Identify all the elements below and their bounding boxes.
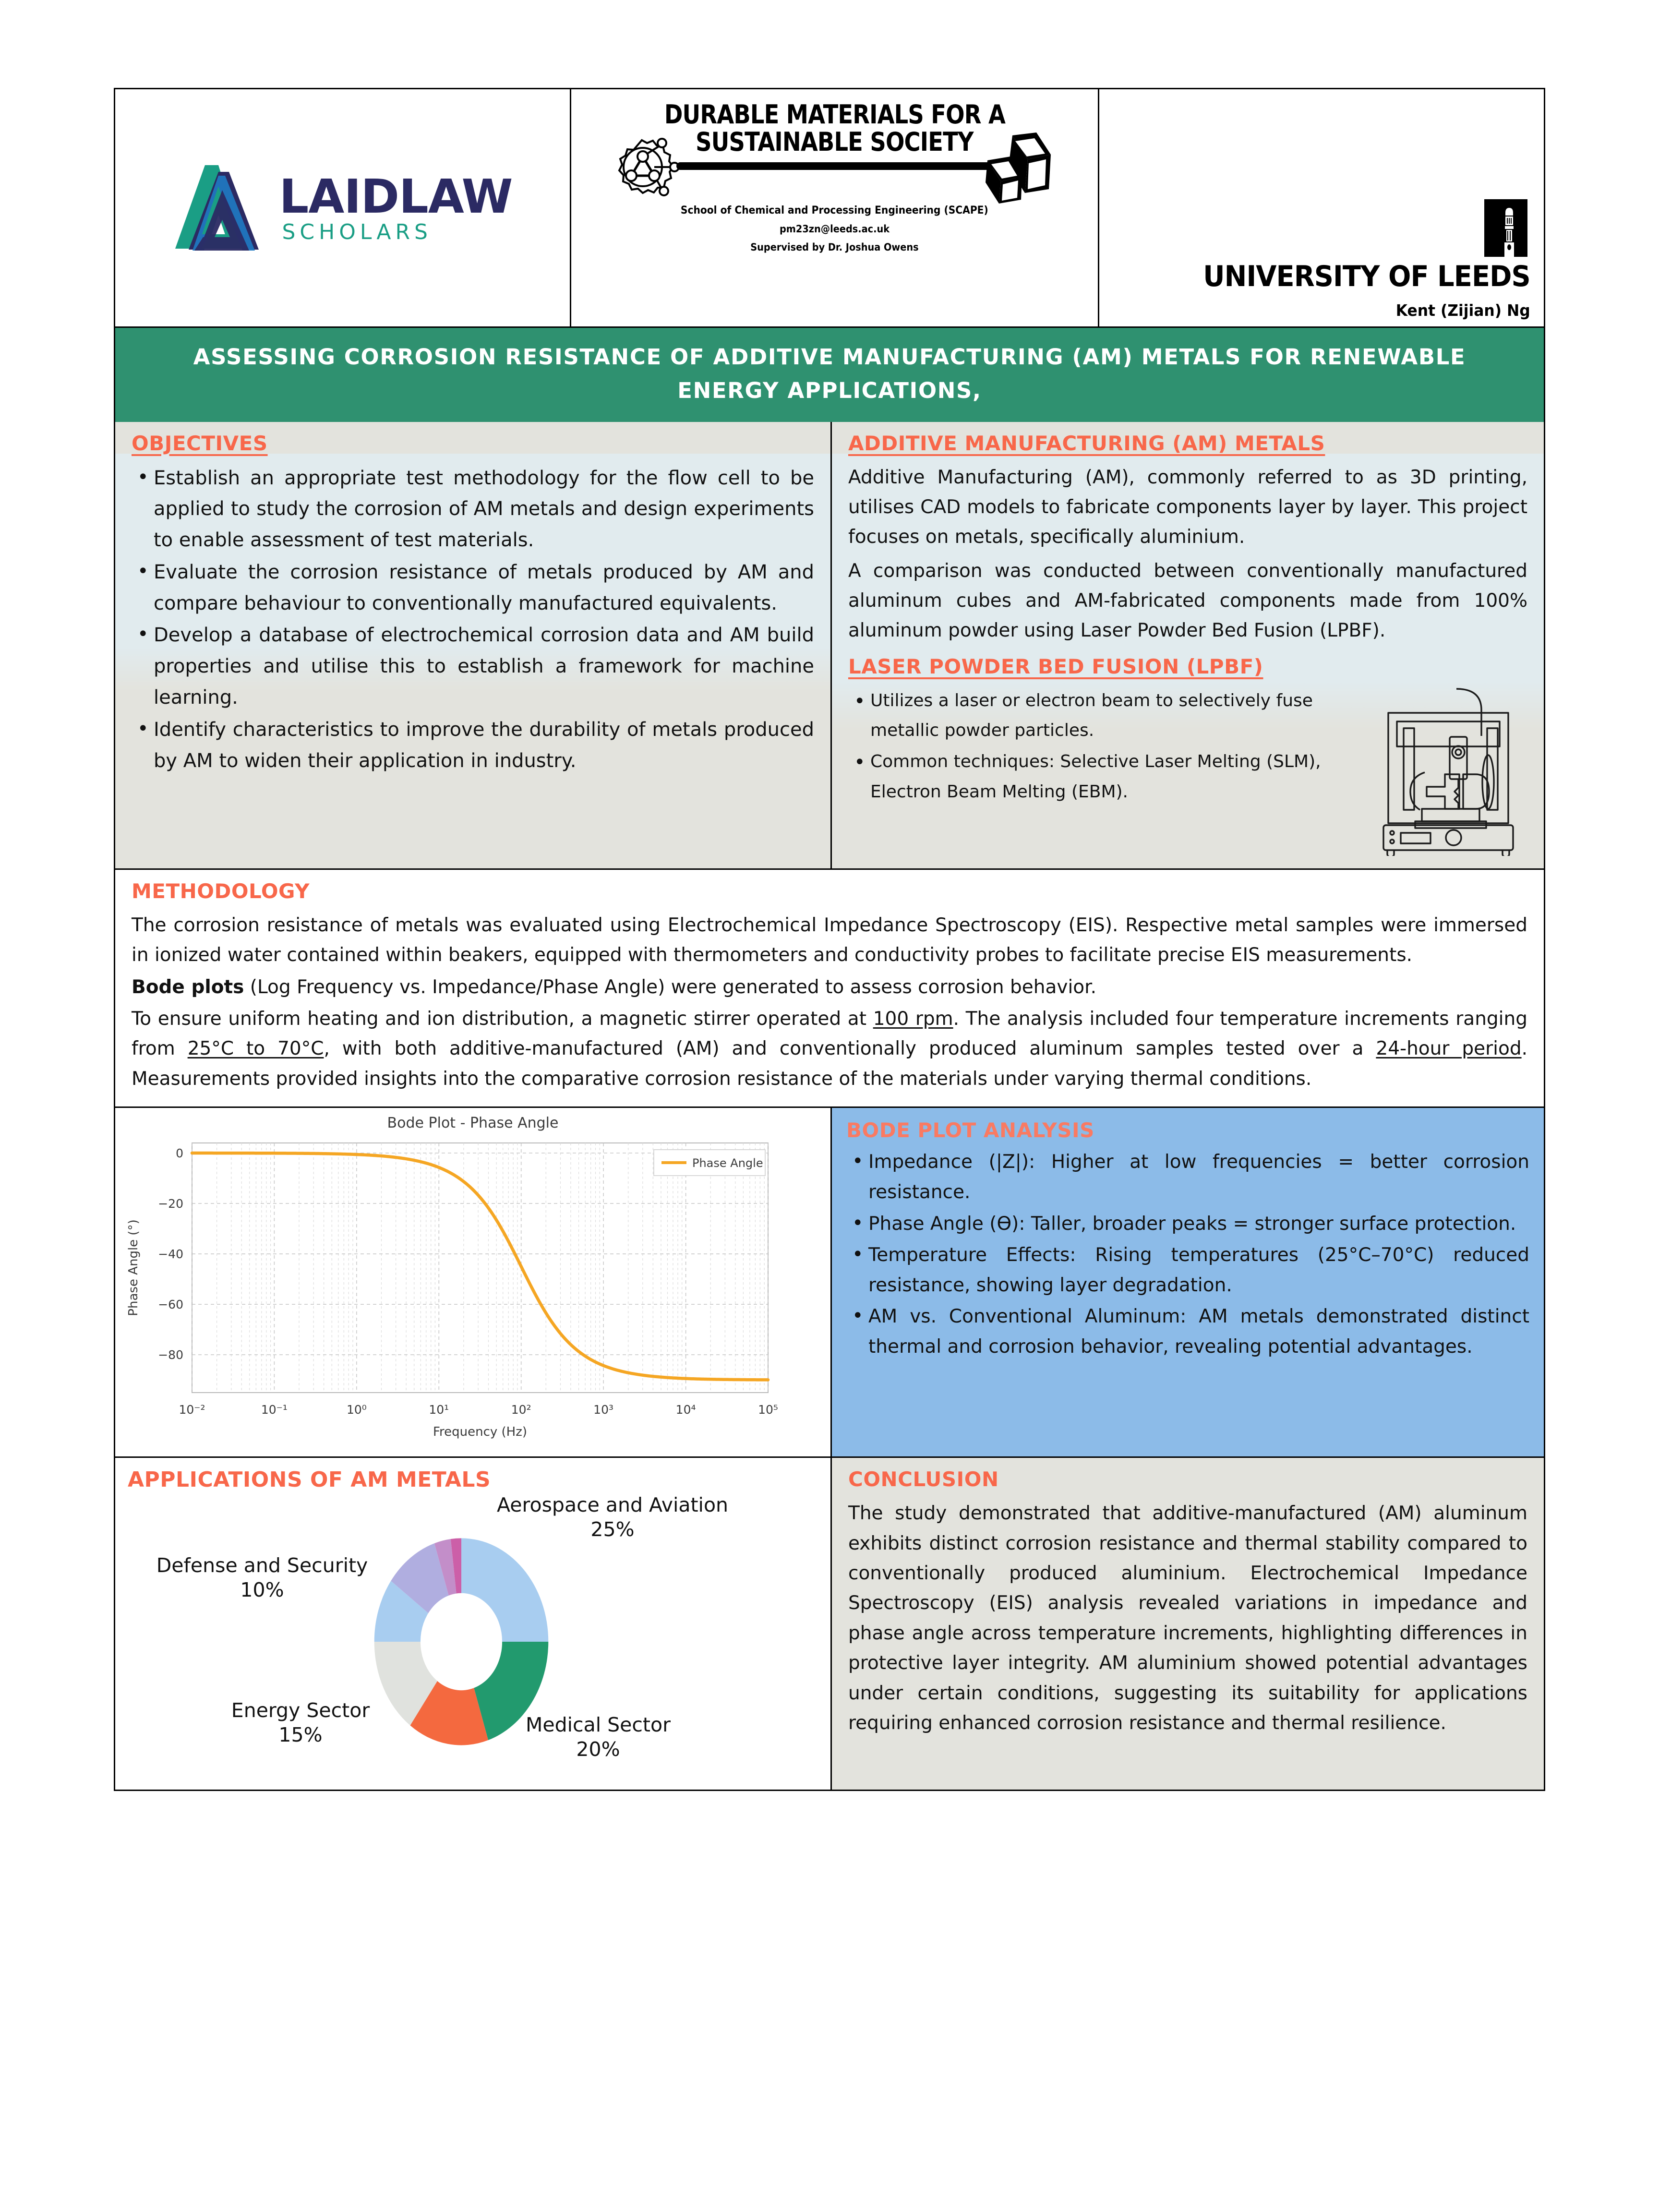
conclusion-panel xyxy=(832,1458,1544,1790)
methodology-paragraph-1: The corrosion resistance of metals was evaluated using Electrochemical Impedance Spectroscopy (EIS). Respective metal samples were immersed in ionized water contained within beakers, equipped with thermometers and conductivity probes to facilitate precise EIS measurements. xyxy=(132,914,1527,966)
test-duration-value: 24-hour period xyxy=(1376,1038,1522,1060)
list-item: • Identify characteristics to improve the durability of metals produced by AM to widen their application in industry. xyxy=(154,714,814,777)
objectives-panel xyxy=(115,422,832,868)
applications-row xyxy=(114,1458,1545,1791)
lpbf-content xyxy=(848,686,1527,856)
university-cell xyxy=(1099,89,1544,326)
bode-plot-panel xyxy=(115,1108,832,1456)
list-item: • Temperature Effects: Rising temperatures (25°C–70°C) reduced resistance, showing layer degradation. xyxy=(868,1240,1529,1300)
m3-d: . Measurements provided insights into the comparative corrosion resistance of the materials under varying thermal conditions. xyxy=(132,1038,1527,1090)
svg-text:0: 0 xyxy=(176,1146,183,1161)
donut-label-defense-pct: 10% xyxy=(240,1578,284,1602)
gear-network-and-beams-icon xyxy=(590,132,1080,204)
m3-b: . The analysis included four temperature increments ranging from xyxy=(132,1008,1527,1060)
donut-label-energy-pct: 15% xyxy=(278,1723,323,1747)
objectives-heading: OBJECTIVES xyxy=(132,431,268,455)
donut-label-defense-name: Defense and Security xyxy=(156,1554,368,1577)
poster-title-banner: ASSESSING CORROSION RESISTANCE OF ADDITIVE MANUFACTURING (AM) METALS FOR RENEWABLE ENERGY APPLICATIONS, xyxy=(114,328,1545,422)
methodology-panel xyxy=(114,870,1545,1108)
contact-email[interactable]: pm23zn@leeds.ac.uk xyxy=(779,223,890,235)
list-item: • AM vs. Conventional Aluminum: AM metals demonstrated distinct thermal and corrosion behavior, revealing potential advantages. xyxy=(868,1301,1529,1362)
university-name: UNIVERSITY OF LEEDS xyxy=(1203,260,1530,293)
objectives-list xyxy=(132,463,814,777)
programme-artwork xyxy=(571,132,1098,204)
leeds-tower-icon xyxy=(1484,199,1527,257)
list-item: • Evaluate the corrosion resistance of metals produced by AM and compare behaviour to conventionally manufactured equivalents. xyxy=(154,557,814,619)
donut-label-aerospace xyxy=(464,1493,761,1542)
donut-label-energy xyxy=(200,1698,401,1748)
donut-label-medical-name: Medical Sector xyxy=(526,1713,671,1737)
stirrer-speed-value: 100 rpm xyxy=(873,1008,953,1030)
bode-phase-chart xyxy=(120,1133,806,1450)
donut-label-aerospace-pct: 25% xyxy=(590,1518,635,1541)
bode-analysis-list xyxy=(846,1147,1529,1362)
applications-donut-chart xyxy=(128,1492,818,1780)
svg-text:10¹: 10¹ xyxy=(429,1403,449,1417)
bode-legend xyxy=(654,1150,765,1176)
bode-analysis-panel xyxy=(832,1108,1544,1456)
donut-svg xyxy=(373,1536,550,1747)
laidlaw-logo xyxy=(172,162,512,253)
bode-analysis-heading: BODE PLOT ANALYSIS xyxy=(846,1118,1094,1142)
bode-xaxis-label: Frequency (Hz) xyxy=(433,1425,528,1440)
bode-row xyxy=(114,1108,1545,1458)
am-metals-panel xyxy=(832,422,1544,868)
svg-text:10⁵: 10⁵ xyxy=(758,1403,778,1417)
bode-plots-rest: (Log Frequency vs. Impedance/Phase Angle) were generated to assess corrosion behavior. xyxy=(244,976,1096,998)
svg-text:−80: −80 xyxy=(158,1348,183,1362)
list-item: • Utilizes a laser or electron beam to selectively fuse metallic powder particles. xyxy=(870,686,1364,746)
laidlaw-wordmark: LAIDLAW xyxy=(279,169,513,224)
svg-text:10²: 10² xyxy=(511,1403,531,1417)
poster-header xyxy=(114,88,1545,328)
methodology-heading: METHODOLOGY xyxy=(132,879,310,903)
donut-label-energy-name: Energy Sector xyxy=(231,1699,370,1722)
svg-text:10⁻²: 10⁻² xyxy=(179,1403,205,1417)
am-metals-paragraph-2: A comparison was conducted between conventionally manufactured aluminum cubes and AM-fabricated components made from 100% aluminum powder using Laser Powder Bed Fusion (LPBF). xyxy=(848,560,1527,642)
m3-a: To ensure uniform heating and ion distribution, a magnetic stirrer operated at xyxy=(132,1008,873,1030)
programme-title-line2: SUSTAINABLE SOCIETY xyxy=(696,127,974,157)
svg-text:−40: −40 xyxy=(158,1247,183,1262)
list-item: • Common techniques: Selective Laser Melting (SLM), Electron Beam Melting (EBM). xyxy=(870,747,1364,807)
intro-row xyxy=(114,422,1545,870)
laidlaw-triangle-icon xyxy=(172,162,268,253)
author-name: Kent (Zijian) Ng xyxy=(1396,301,1530,320)
donut-label-aerospace-name: Aerospace and Aviation xyxy=(496,1493,729,1517)
temperature-range-value: 25°C to 70°C xyxy=(187,1038,324,1060)
programme-title-line1: DURABLE MATERIALS FOR A xyxy=(664,99,1005,130)
methodology-paragraph-2 xyxy=(132,973,1527,1002)
list-item: • Establish an appropriate test methodology for the flow cell to be applied to study the corrosion of AM metals and design experiments to enable assessment of test materials. xyxy=(154,463,814,556)
am-metals-paragraph-1: Additive Manufacturing (AM), commonly referred to as 3D printing, utilises CAD models to fabricate components layer by layer. This project focuses on metals, specifically aluminium. xyxy=(848,466,1527,548)
svg-text:10³: 10³ xyxy=(593,1403,614,1417)
list-item: • Impedance (|Z|): Higher at low frequencies = better corrosion resistance. xyxy=(868,1147,1529,1207)
bode-yaxis-label: Phase Angle (°) xyxy=(126,1219,141,1316)
bode-legend-entry: Phase Angle xyxy=(692,1156,763,1170)
am-metals-heading: ADDITIVE MANUFACTURING (AM) METALS xyxy=(848,431,1325,455)
programme-branding-cell xyxy=(571,89,1099,326)
lpbf-heading: LASER POWDER BED FUSION (LPBF) xyxy=(848,654,1263,678)
svg-text:−20: −20 xyxy=(158,1197,183,1211)
m3-c: , with both additive-manufactured (AM) and conventionally produced aluminum samples tested over a xyxy=(324,1038,1376,1060)
supervisor-name: Supervised by Dr. Joshua Owens xyxy=(750,241,919,253)
3d-printer-icon xyxy=(1369,683,1527,856)
bode-chart-title: Bode Plot - Phase Angle xyxy=(387,1115,559,1132)
methodology-paragraph-3 xyxy=(132,1004,1527,1094)
conclusion-text: The study demonstrated that additive-manufactured (AM) aluminum exhibits distinct corrosion resistance and thermal stability compared to conventionally produced aluminium. Electrochemical Impedance Spectroscopy (EIS) analysis revealed variations in impedance and phase angle across temperature increments, highlighting differences in protective layer integrity. AM aluminium showed potential advantages under certain conditions, suggesting its suitability for applications requiring enhanced corrosion resistance and thermal resilience. xyxy=(848,1503,1527,1734)
bode-plots-emphasis: Bode plots xyxy=(132,976,244,998)
svg-text:10⁴: 10⁴ xyxy=(675,1403,696,1417)
list-item: • Phase Angle (Ө): Taller, broader peaks = stronger surface protection. xyxy=(868,1209,1529,1239)
school-name: School of Chemical and Processing Engineering (SCAPE) xyxy=(681,204,988,217)
applications-heading: APPLICATIONS OF AM METALS xyxy=(128,1467,491,1492)
donut-label-defense xyxy=(123,1553,401,1603)
laidlaw-logo-cell xyxy=(115,89,571,326)
lpbf-list xyxy=(848,686,1364,808)
svg-text:−60: −60 xyxy=(158,1298,183,1312)
svg-text:10⁰: 10⁰ xyxy=(346,1403,367,1417)
list-item: • Develop a database of electrochemical corrosion data and AM build properties and utilise this to establish a framework for machine learning. xyxy=(154,620,814,713)
poster-root xyxy=(114,88,1545,1791)
laidlaw-scholars-label: SCHOLARS xyxy=(282,219,432,244)
conclusion-heading: CONCLUSION xyxy=(848,1467,999,1491)
donut-label-medical-pct: 20% xyxy=(576,1738,620,1761)
svg-text:10⁻¹: 10⁻¹ xyxy=(261,1403,288,1417)
applications-panel xyxy=(115,1458,832,1790)
